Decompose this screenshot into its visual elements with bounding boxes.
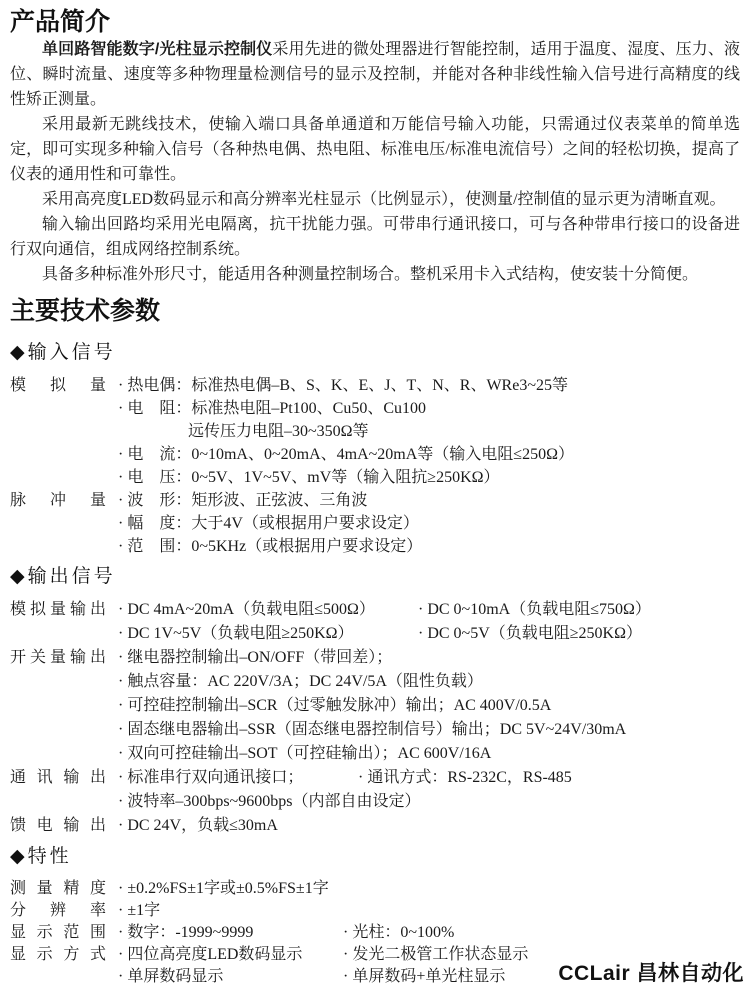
intro-paragraph-2: 采用最新无跳线技术，使输入端口具备单通道和万能信号输入功能，只需通过仪表菜单的简单选定，即可实现多种输入信号（各种热电偶、热电阻、标准电压/标准电流信号）之间的轻松切换，提高了仪表的通用性和可靠性。 [10,116,740,183]
spec-text: · 热电偶：标准热电偶–B、S、K、E、J、T、N、R、WRe3~25等 [118,377,568,394]
spec-label: 开关量输出 [10,649,106,666]
spec-label-spacer [10,535,106,558]
spec-row [10,466,740,489]
spec-col1: · 数字：-1999~9999 [118,924,254,941]
spec-col1: · 单屏数码显示 [118,968,224,985]
section-title-tech-params: 主要技术参数 [10,297,161,325]
spec-label-spacer [10,397,106,420]
section-output-signals [10,565,740,838]
spec-text: · 电 压：0~5V、1V~5V、mV等（输入阻抗≥250KΩ） [118,469,500,486]
spec-col2: · 单屏数码+单光柱显示 [343,968,506,985]
spec-col2: · 光柱：0~100% [343,924,455,941]
spec-label-spacer [10,622,106,646]
spec-text: 远传压力电阻–30~350Ω等 [188,423,369,440]
spec-row [10,622,740,646]
spec-text: · ±1字 [118,902,161,919]
spec-row [10,512,740,535]
spec-label: 显 示 方 式 [10,946,106,963]
paragraph-lead: 单回路智能数字/光柱显示控制仪 [42,41,273,58]
spec-col1: · 四位高亮度LED数码显示 [118,946,303,963]
spec-row [10,443,740,466]
spec-label: 模拟量输出 [10,601,106,618]
spec-row [10,718,740,742]
spec-col1: · DC 1V~5V（负载电阻≥250KΩ） [118,625,354,642]
spec-text: · 可控硅控制输出–SCR（过零触发脉冲）输出；AC 400V/0.5A [118,697,552,714]
spec-row [10,790,740,814]
page-title: 产品简介 [10,8,111,36]
spec-label: 显 示 范 围 [10,924,106,941]
spec-text: · 幅 度：大于4V（或根据用户要求设定） [118,515,419,532]
spec-row [10,814,740,838]
spec-col2: · 通讯方式：RS-232C，RS-485 [358,769,572,786]
spec-text: · 电 阻：标准热电阻–Pt100、Cu50、Cu100 [118,400,427,417]
spec-label: 测 量 精 度 [10,880,106,897]
spec-row [10,922,740,944]
brand-logo: CCLair 昌林自动化 [558,962,744,985]
spec-label: 分 辨 率 [10,902,106,919]
spec-label-spacer [10,790,106,814]
spec-col1: · DC 4mA~20mA（负载电阻≤500Ω） [118,601,375,618]
spec-row [10,766,740,790]
spec-row [10,420,740,443]
spec-text: · 电 流：0~10mA、0~20mA、4mA~20mA等（输入电阻≤250Ω） [118,446,574,463]
spec-row [10,598,740,622]
spec-text: · 固态继电器输出–SSR（固态继电器控制信号）输出；DC 5V~24V/30mA [118,721,627,738]
spec-row [10,878,740,900]
spec-col2: · DC 0~5V（负载电阻≥250KΩ） [418,625,642,642]
intro-paragraph-5: 具备多种标准外形尺寸，能适用各种测量控制场合。整机采用卡入式结构，使安装十分简便。 [42,266,699,283]
spec-col1: · 标准串行双向通讯接口； [118,769,304,786]
spec-label: 通 讯 输 出 [10,769,106,786]
spec-label-spacer [10,966,106,988]
section-input-signals [10,341,740,558]
subsection-heading-features: ◆特性 [10,846,72,867]
spec-label: 脉 冲 量 [10,492,106,509]
spec-text: · 触点容量：AC 220V/3A；DC 24V/5A（阻性负载） [118,673,483,690]
spec-label-spacer [10,718,106,742]
spec-row [10,374,740,397]
paragraph-text: 采用先进的微处理器进行智能控制，适用于温度、湿度、压力、液位、瞬时流量、速度等多种物理量检测信号的显示及控制，并能对各种非线性输入信号进行高精度的线性矫正测量。 [10,41,740,108]
spec-text: · ±0.2%FS±1字或±0.5%FS±1字 [118,880,329,897]
subsection-heading-input: ◆输入信号 [10,342,116,363]
spec-text: · 波特率–300bps~9600bps（内部自由设定） [118,793,421,810]
spec-label-spacer [10,512,106,535]
spec-text: · 波 形：矩形波、正弦波、三角波 [118,492,368,509]
spec-col2: · 发光二极管工作状态显示 [343,946,529,963]
spec-row [10,742,740,766]
spec-label: 馈 电 输 出 [10,817,106,834]
intro-paragraph-4: 输入输出回路均采用光电隔离，抗干扰能力强。可带串行通讯接口，可与各种带串行接口的设备进行双向通信，组成网络控制系统。 [10,216,740,258]
spec-row [10,694,740,718]
spec-text: · DC 24V，负载≤30mA [118,817,278,834]
spec-label-spacer [10,466,106,489]
intro-paragraph-1 [10,37,740,112]
spec-row [10,397,740,420]
spec-label-spacer [10,742,106,766]
spec-label: 模 拟 量 [10,377,106,394]
spec-row [10,900,740,922]
intro-paragraph-3: 采用高亮度LED数码显示和高分辨率光柱显示（比例显示），使测量/控制值的显示更为清晰直观。 [42,191,726,208]
spec-label-spacer [10,420,106,443]
spec-label-spacer [10,694,106,718]
spec-text: · 范 围：0~5KHz（或根据用户要求设定） [118,538,423,555]
subsection-heading-output: ◆输出信号 [10,566,116,587]
spec-row [10,489,740,512]
spec-text: · 继电器控制输出–ON/OFF（带回差）； [118,649,393,666]
spec-label-spacer [10,443,106,466]
spec-row [10,535,740,558]
spec-col2: · DC 0~10mA（负载电阻≤750Ω） [418,601,651,618]
spec-row [10,670,740,694]
spec-text: · 双向可控硅输出–SOT（可控硅输出）；AC 600V/16A [118,745,492,762]
spec-label-spacer [10,670,106,694]
spec-row [10,646,740,670]
